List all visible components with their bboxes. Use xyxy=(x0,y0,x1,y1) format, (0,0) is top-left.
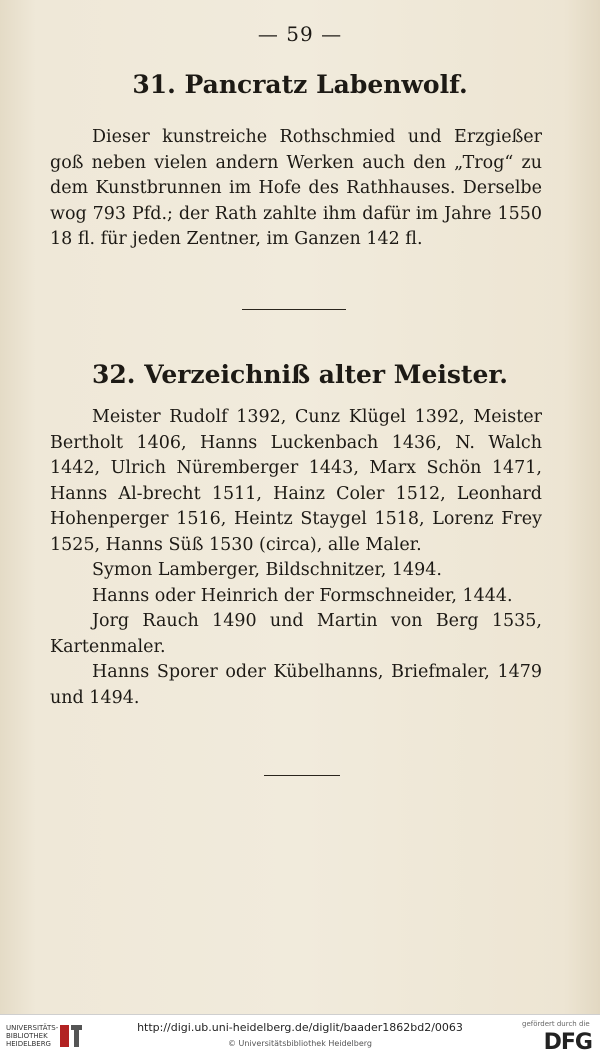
section-heading-32: 32. Verzeichniß alter Meister. xyxy=(92,360,508,389)
section-divider xyxy=(242,309,346,310)
page-number: — 59 — xyxy=(257,22,343,46)
copyright-text: © Universitätsbibliothek Heidelberg xyxy=(227,1039,372,1048)
section-body-32 xyxy=(50,405,542,711)
section-body-31 xyxy=(50,125,542,253)
paragraph: Dieser kunstreiche Rothschmied und Erzgießer goß neben vielen andern Werken auch den „Trog“ zu dem Kunstbrunnen im Hofe des Rathhauses. Derselbe wog 793 Pfd.; der Rath zahlte ihm dafür im Jahre 1550 18 fl. für jeden Zentner, im Ganzen 142 fl. xyxy=(50,127,542,249)
viewer-footer xyxy=(0,1014,600,1058)
library-line: BIBLIOTHEK xyxy=(6,1032,48,1040)
paragraph: Symon Lamberger, Bildschnitzer, 1494. xyxy=(92,560,442,580)
library-line: HEIDELBERG xyxy=(6,1040,51,1048)
library-line: UNIVERSITÄTS- xyxy=(6,1024,59,1032)
funding-note: gefördert durch die xyxy=(522,1020,590,1028)
paragraph: Hanns Sporer oder Kübelhanns, Briefmaler, 1479 und 1494. xyxy=(50,662,542,708)
paragraph: Hanns oder Heinrich der Formschneider, 1444. xyxy=(92,585,513,606)
dfg-logo: DFG xyxy=(543,1030,592,1055)
section-heading-31: 31. Pancratz Labenwolf. xyxy=(132,70,468,99)
permalink-url[interactable]: http://digi.ub.uni-heidelberg.de/diglit/baader1862bd2/0063 xyxy=(137,1021,463,1034)
paragraph: Meister Rudolf 1392, Cunz Klügel 1392, Meister Bertholt 1406, Hanns Luckenbach 1436, N. Walch 1442, Ulrich Nüremberger 1443, Marx Schön 1471, Hanns Al-brecht 1511, Hainz Coler 1512, Leonhard Hohenperger 1516, Heintz Staygel 1518, Lorenz Frey 1525, Hanns Süß 1530 (circa), alle Maler. xyxy=(50,407,542,555)
section-divider xyxy=(264,775,340,776)
paragraph: Jorg Rauch 1490 und Martin von Berg 1535, Kartenmaler. xyxy=(50,611,542,657)
